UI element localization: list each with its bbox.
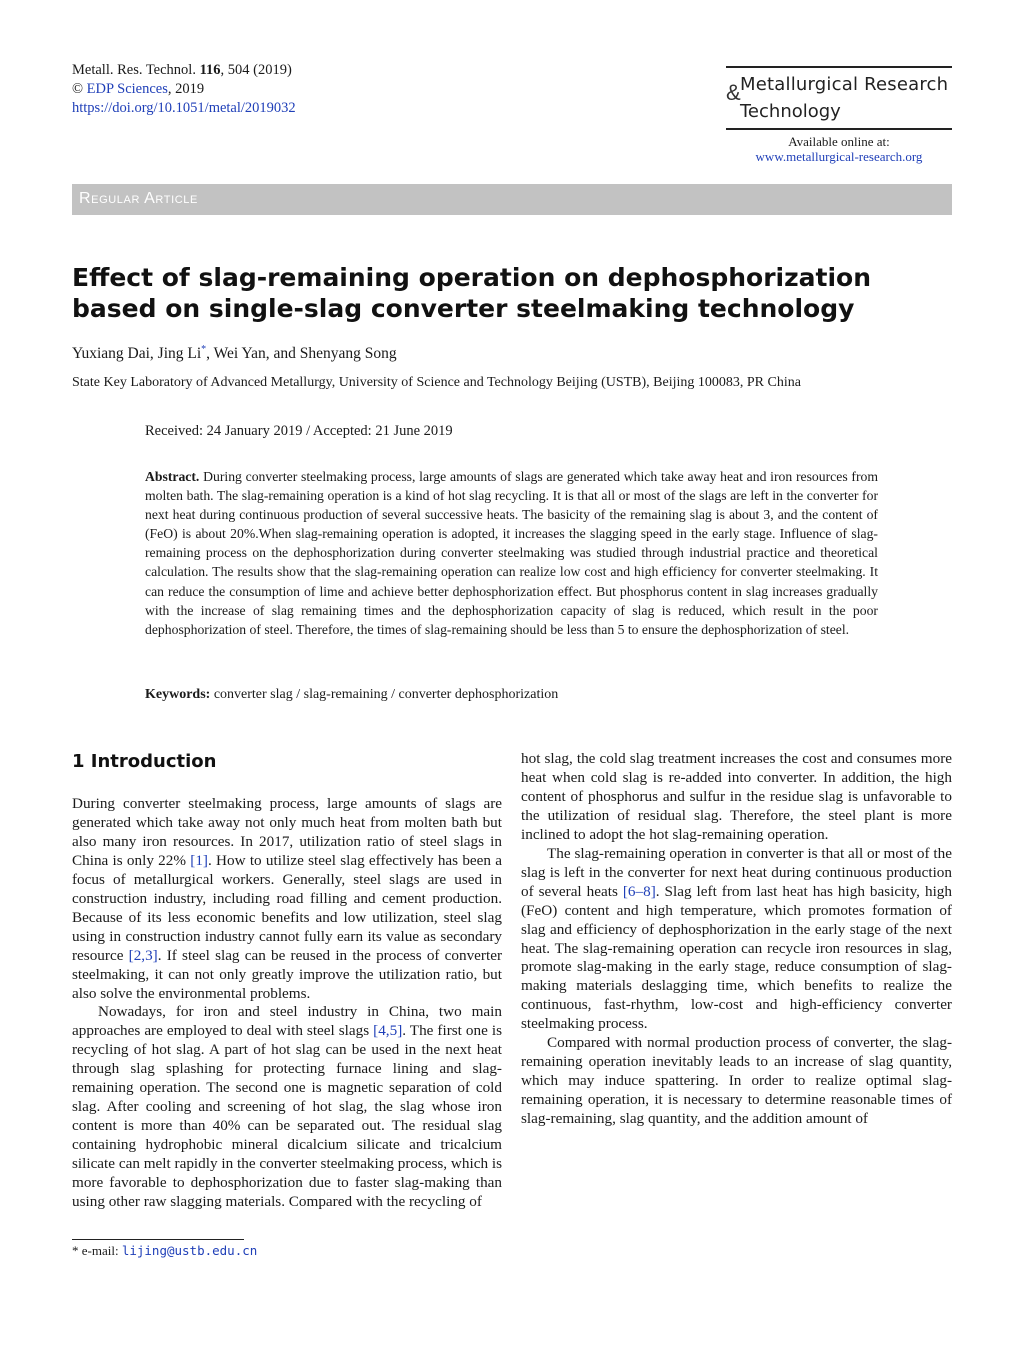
available-label: Available online at: xyxy=(788,134,890,149)
intro-paragraph-1 xyxy=(72,795,502,1003)
affiliation: State Key Laboratory of Advanced Metallurgy, University of Science and Technology Beijing (USTB), Beijing 100083, PR China xyxy=(72,375,801,390)
email-link[interactable]: lijing@ustb.edu.cn xyxy=(121,1243,258,1258)
journal-volume: 116 xyxy=(199,62,221,78)
citation-link[interactable]: [1] xyxy=(190,851,208,869)
footnote xyxy=(72,1243,257,1259)
citation-line xyxy=(72,61,296,80)
intro-paragraph-3 xyxy=(521,845,952,1035)
keywords-text: converter slag / slag-remaining / converter dephosphorization xyxy=(213,687,559,702)
citation-link[interactable]: [6–8] xyxy=(622,882,656,900)
authors-part-1: Yuxiang Dai, Jing Li xyxy=(72,345,202,363)
corresponding-author-mark[interactable]: * xyxy=(201,344,207,355)
paper-title: Effect of slag-remaining operation on dephosphorization based on single-slag converter steelmaking technology xyxy=(72,263,872,323)
availability-note xyxy=(726,134,952,164)
article-number: , 504 (2019) xyxy=(220,62,292,78)
copyright-symbol: © xyxy=(72,81,84,97)
article-type-bar xyxy=(72,184,952,215)
journal-abbrev: Metall. Res. Technol. xyxy=(72,62,196,78)
section-heading-introduction: 1 Introduction xyxy=(72,751,217,772)
abstract xyxy=(145,467,878,639)
text-run: . How to utilize steel slag effectively has been a focus of metallurgical workers. Generally, steel slags are used in construction industry, including road filling and cement production. Because of its less economic benefits and low utilization, steel slag using in construction industry cannot fully earn its value as secondary resource xyxy=(72,851,502,964)
footnote-label: * e-mail: xyxy=(72,1243,119,1258)
body-column-right xyxy=(521,750,952,1129)
logo-ampersand: & xyxy=(726,80,741,105)
logo-line-2: Technology xyxy=(740,101,841,122)
publisher-link[interactable]: EDP Sciences xyxy=(86,81,168,97)
citation-link[interactable]: [2,3] xyxy=(128,946,158,964)
citation-link[interactable]: [4,5] xyxy=(373,1022,403,1040)
footnote-rule xyxy=(72,1239,244,1240)
abstract-label: Abstract. xyxy=(145,469,200,484)
text-run: . If steel slag can be reused in the process of converter steelmaking, it can not only greatly improve the utilization ratio, but also solve the environmental problems. xyxy=(72,946,503,1002)
text-run: The slag-remaining operation in converter is that all or most of the slag is left in the converter for next heat during continuous production of several heats xyxy=(521,844,952,900)
copyright-line xyxy=(72,80,296,99)
body-column-left xyxy=(72,795,502,1212)
journal-logo xyxy=(726,66,952,130)
logo-line-1: Metallurgical Research xyxy=(740,74,949,95)
authors-part-2: , Wei Yan, and Shenyang Song xyxy=(206,345,397,363)
text-run: Nowadays, for iron and steel industry in China, two main approaches are employed to deal with steel slags xyxy=(72,1003,502,1040)
intro-paragraph-2-continued: hot slag, the cold slag treatment increases the cost and consumes more heat when cold slag is re-added into converter. In addition, the high content of phosphorus and sulfur in the residue slag is unfavorable to the utilization of residual slag. Therefore, the steel plant is more inclined to adopt the hot slag-remaining operation. xyxy=(521,750,952,843)
article-type-label: Regular Article xyxy=(79,190,198,207)
intro-paragraph-4: Compared with normal production process of converter, the slag-remaining operation inevitably leads to an increase of slag quantity, which may induce spattering. In order to realize optimal slag-remaining operation, it is necessary to determine reasonable times of slag-remaining, slag quantity, and the addition amount of xyxy=(521,1034,952,1128)
intro-paragraph-2 xyxy=(72,1003,502,1211)
text-run: During converter steelmaking process, large amounts of slags are generated which take away not only much heat from molten bath but also many iron resources. In 2017, utilization ratio of steel slags in China is only 22% xyxy=(72,795,502,869)
text-run: . The first one is recycling of hot slag. A part of hot slag can be used in the next heat through slag splashing for protecting furnace lining and slag-remaining operation. The second one is magnetic separation of cold slag. After cooling and screening of hot slag, the slag whose iron content is more than 40% can be separated out. The residual slag containing hydrophobic mineral dicalcium silicate and tricalcium silicate can melt rapidly in the converter steelmaking process, which is more favorable to dephosphorization due to faster slag-making than using other raw slagging materials. Compared with the recycling of xyxy=(72,1022,502,1211)
text-run: . Slag left from last heat has high basicity, high (FeO) content and high temperature, which promotes formation of slag and efficiency of dephosphorization in the early stage of the next heat. The slag-remaining operation can recycle iron resources in slag, promote slag-making in the early stage, reduce consumption of slag-making materials deslagging time, which benefits to realize the continuous, fast-rhythm, low-cost and high-efficiency converter steelmaking process. xyxy=(521,882,952,1033)
journal-citation xyxy=(72,61,296,118)
received-accepted-dates: Received: 24 January 2019 / Accepted: 21 June 2019 xyxy=(145,423,453,439)
keywords xyxy=(145,687,558,703)
author-list xyxy=(72,344,397,363)
publisher-year: , 2019 xyxy=(167,81,205,97)
keywords-label: Keywords: xyxy=(145,687,211,702)
doi-link[interactable]: https://doi.org/10.1051/metal/2019032 xyxy=(72,100,296,116)
abstract-text: During converter steelmaking process, large amounts of slags are generated which take away heat and iron resources from molten bath. The slag-remaining operation is a kind of hot slag recycling. It is that all or most of the slags are left in the converter for next heat during continuous production of several successive heats. The basicity of the remaining slag is about 3, and the content of (FeO) is about 20%.When slag-remaining operation is adopted, it increases the slagging speed in the early stage. Influence of slag-remaining process on the dephosphorization during converter steelmaking was studied through industrial practice and theoretical calculation. The results show that the slag-remaining operation can realize low cost and high efficiency for converter steelmaking. It can reduce the consumption of lime and achieve better dephosphorization effect. But phosphorus content in slag increases gradually with the increase of slag remaining times and the dephosphorization capacity of slag is reduced, which result in the poor dephosphorization of steel. Therefore, the times of slag-remaining should be less than 5 to ensure the dephosphorization of steel. xyxy=(145,469,878,637)
journal-website-link[interactable]: www.metallurgical-research.org xyxy=(755,149,923,164)
